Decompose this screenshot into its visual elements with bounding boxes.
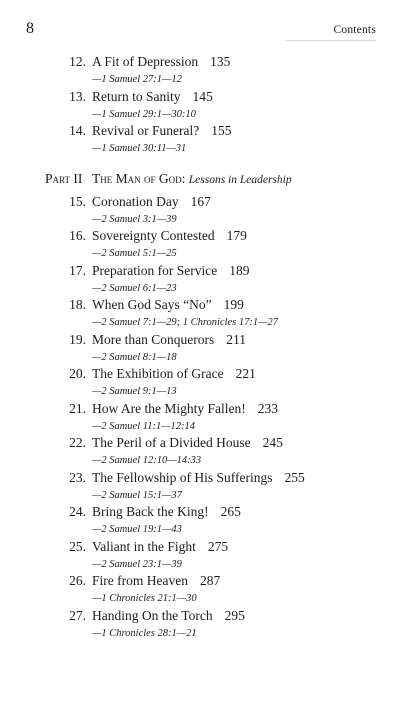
chapter-page-number: 255 [284,469,305,485]
part-heading [0,171,404,191]
chapter-number: 19. [69,331,86,347]
scripture-reference: —2 Samuel 23:1—39 [92,558,182,570]
chapter-title: Sovereignty Contested [92,228,215,243]
page-number: 8 [26,20,34,37]
chapter-title: Coronation Day [92,193,179,209]
toc-entry [0,228,404,245]
chapter-number: 20. [69,366,86,381]
toc-entry [0,89,404,106]
part-label: Part II [45,170,83,186]
chapter-number: 25. [69,538,86,554]
toc-entry [0,608,404,625]
chapter-number: 23. [69,469,86,485]
scripture-reference: —1 Chronicles 21:1—30 [92,593,197,604]
chapter-number: 22. [69,435,86,450]
chapter-number: 17. [69,262,86,278]
chapter-page-number: 233 [257,400,278,416]
chapter-title: The Peril of a Divided House [92,435,251,450]
scripture-reference: —1 Samuel 30:11—31 [92,143,187,154]
chapter-number: 26. [69,573,86,588]
toc-entry [0,573,404,590]
chapter-page-number: 155 [211,123,232,138]
chapter-page-number: 295 [224,607,245,623]
scripture-reference: —2 Samuel 11:1—12:14 [92,420,196,432]
scripture-reference: —2 Samuel 3:1—39 [92,213,177,225]
running-head: Contents [333,24,376,36]
chapter-page-number: 287 [199,573,221,588]
chapter-number: 13. [69,88,86,104]
chapter-title: Fire from Heaven [92,573,188,588]
chapter-title: The Exhibition of Grace [92,366,224,381]
scripture-reference: —2 Samuel 9:1—13 [92,386,177,397]
chapter-title: When God Says “No” [92,297,212,312]
chapter-page-number: 199 [223,297,244,312]
toc-entry [0,401,404,418]
scripture-reference: —1 Chronicles 28:1—21 [92,627,197,639]
chapter-page-number: 265 [220,504,241,519]
chapter-title: Preparation for Service [92,262,218,278]
chapter-number: 27. [69,607,86,623]
chapter-page-number: 167 [190,193,211,209]
chapter-title: Valiant in the Fight [92,538,196,554]
toc-entry [0,297,404,314]
chapter-page-number: 179 [226,228,247,243]
running-head-rule [286,40,376,41]
part-subtitle: Lessons in Leadership [188,173,292,186]
scripture-reference: —2 Samuel 7:1—29; 1 Chronicles 17:1—27 [92,317,278,328]
chapter-number: 16. [69,228,86,243]
scripture-reference: —2 Samuel 6:1—23 [92,282,177,294]
chapter-title: A Fit of Depression [92,54,199,69]
toc-entry [0,435,404,452]
toc-entry [0,366,404,383]
chapter-page-number: 135 [210,54,231,69]
chapter-number: 18. [69,297,86,312]
scripture-reference: —2 Samuel 12:10—14:33 [92,455,202,466]
scripture-reference: —2 Samuel 19:1—43 [92,524,182,535]
chapter-number: 12. [69,54,86,69]
toc-entry [0,54,404,71]
scripture-reference: —2 Samuel 15:1—37 [92,489,182,501]
toc-group-part-one [0,54,404,158]
chapter-page-number: 211 [226,331,246,347]
chapter-number: 24. [69,504,86,519]
scripture-reference: —2 Samuel 8:1—18 [92,351,177,363]
chapter-page-number: 189 [229,262,250,278]
chapter-title: Return to Sanity [92,88,181,104]
chapter-page-number: 245 [262,435,283,450]
scripture-reference: —1 Samuel 27:1—12 [92,74,182,85]
chapter-title: Handing On the Torch [92,607,213,623]
scripture-reference: —2 Samuel 5:1—25 [92,248,177,259]
chapter-page-number: 221 [235,366,256,381]
scripture-reference: —1 Samuel 29:1—30:10 [92,108,196,120]
chapter-title: Bring Back the King! [92,504,209,519]
chapter-number: 14. [69,123,86,138]
toc-entry [0,504,404,521]
table-of-contents [0,54,404,642]
part-title: The Man of God: [92,170,186,186]
chapter-title: The Fellowship of His Sufferings [92,469,273,485]
chapter-title: More than Conquerors [92,331,215,347]
chapter-number: 21. [69,400,86,416]
chapter-page-number: 145 [192,88,213,104]
toc-entry [0,123,404,140]
chapter-number: 15. [69,193,86,209]
chapter-page-number: 275 [207,538,229,554]
toc-entry [0,470,404,487]
toc-entry [0,263,404,280]
toc-group-part-two [0,194,404,643]
toc-entry [0,332,404,349]
chapter-title: How Are the Mighty Fallen! [92,400,246,416]
chapter-title: Revival or Funeral? [92,123,200,138]
toc-entry [0,194,404,211]
toc-entry [0,539,404,556]
